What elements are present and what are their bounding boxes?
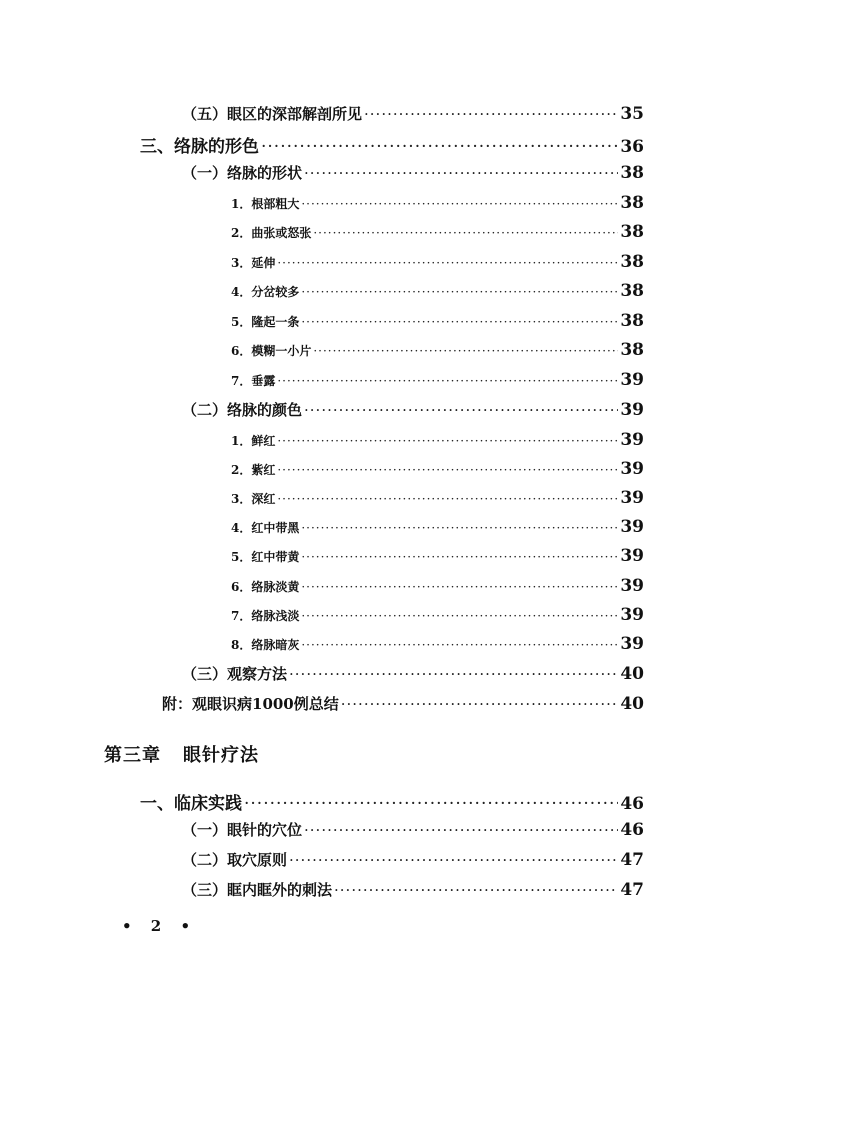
toc-entry-label: 8．络脉暗灰 — [231, 638, 300, 652]
toc-entry-label: 3．延伸 — [231, 256, 276, 270]
toc-entry-page: 38 — [620, 252, 644, 272]
toc-entry-label: 2．曲张或怒张 — [231, 226, 312, 240]
toc-entry-label: （一）眼针的穴位 — [182, 821, 303, 839]
toc-entry-page: 38 — [620, 222, 644, 242]
leader-dots — [301, 285, 618, 299]
leader-dots — [364, 105, 618, 123]
toc-entry-page: 40 — [620, 694, 644, 714]
toc-entry — [231, 605, 644, 625]
toc-entry-page: 47 — [620, 850, 644, 870]
toc-entry-label: （三）观察方法 — [182, 665, 288, 683]
leader-dots — [301, 609, 618, 623]
toc-entry — [182, 879, 644, 900]
toc-entry-page: 39 — [620, 430, 644, 450]
leader-dots — [277, 492, 618, 506]
chapter-title: 眼针疗法 — [183, 745, 259, 766]
toc-entry — [231, 222, 644, 242]
toc-entry — [182, 849, 644, 870]
toc-entry-label: 5．红中带黄 — [231, 550, 300, 564]
leader-dots — [301, 550, 618, 564]
toc-entry-label: 附：观眼识病1000例总结 — [162, 695, 339, 713]
toc-entry-page: 36 — [620, 137, 644, 157]
toc-entry-label: 2．紫红 — [231, 463, 276, 477]
toc-entry-label: （二）取穴原则 — [182, 851, 288, 869]
toc-entry-page: 35 — [620, 104, 644, 124]
leader-dots — [301, 197, 618, 211]
leader-dots — [277, 374, 618, 388]
page-number-footer: • 2 • — [122, 917, 191, 935]
leader-dots — [304, 821, 618, 839]
toc-entry-label: 三、络脉的形色 — [140, 137, 259, 157]
toc-entry-page: 38 — [620, 281, 644, 301]
toc-entry — [182, 103, 644, 124]
toc-entry-page: 38 — [620, 163, 644, 183]
toc-entry-label: 5．隆起一条 — [231, 315, 300, 329]
leader-dots — [301, 521, 618, 535]
toc-entry — [231, 311, 644, 331]
toc-entry — [182, 162, 644, 183]
toc-entry-label: 7．络脉浅淡 — [231, 609, 300, 623]
leader-dots — [277, 434, 618, 448]
toc-entry-label: 4．分岔较多 — [231, 285, 300, 299]
toc-entry-page: 47 — [620, 880, 644, 900]
leader-dots — [289, 851, 618, 869]
toc-entry-label: （五）眼区的深部解剖所见 — [182, 105, 363, 123]
toc-entry-page: 40 — [620, 664, 644, 684]
toc-entry — [162, 693, 644, 714]
toc-entry-page: 39 — [620, 517, 644, 537]
toc-entry — [231, 459, 644, 479]
toc-entry-label: 6．模糊一小片 — [231, 344, 312, 358]
toc-entry — [140, 132, 644, 157]
toc-entry-page: 39 — [620, 634, 644, 654]
toc-entry-page: 39 — [620, 370, 644, 390]
leader-dots — [341, 695, 619, 713]
toc-entry — [140, 789, 644, 814]
toc-entry-page: 39 — [620, 488, 644, 508]
toc-entry-label: 一、临床实践 — [140, 794, 242, 814]
toc-entry-page: 38 — [620, 193, 644, 213]
toc-entry — [182, 399, 644, 420]
leader-dots — [301, 638, 618, 652]
leader-dots — [301, 315, 618, 329]
toc-entry — [231, 430, 644, 450]
toc-entry-page: 38 — [620, 340, 644, 360]
toc-entry — [231, 252, 644, 272]
toc-entry-page: 38 — [620, 311, 644, 331]
leader-dots — [304, 401, 618, 419]
toc-entry-label: 7．垂露 — [231, 374, 276, 388]
leader-dots — [277, 463, 618, 477]
toc-entry — [182, 663, 644, 684]
toc-entry-label: 4．红中带黑 — [231, 521, 300, 535]
leader-dots — [244, 794, 618, 814]
leader-dots — [313, 344, 618, 358]
leader-dots — [301, 580, 618, 594]
toc-entry — [231, 281, 644, 301]
toc-entry-label: （一）络脉的形状 — [182, 164, 303, 182]
toc-entry-page: 39 — [620, 576, 644, 596]
toc-entry — [231, 193, 644, 213]
toc-entry-page: 46 — [620, 794, 644, 814]
toc-entry-label: 1．鲜红 — [231, 434, 276, 448]
leader-dots — [289, 665, 618, 683]
leader-dots — [334, 881, 618, 899]
toc-entry-page: 39 — [620, 459, 644, 479]
toc-entry-label: 6．络脉淡黄 — [231, 580, 300, 594]
toc-entry — [231, 576, 644, 596]
toc-entry-label: 1．根部粗大 — [231, 197, 300, 211]
toc-entry-label: 3．深红 — [231, 492, 276, 506]
leader-dots — [313, 226, 618, 240]
toc-entry-label: （三）眶内眶外的刺法 — [182, 881, 333, 899]
leader-dots — [304, 164, 618, 182]
leader-dots — [261, 137, 618, 157]
toc-entry-page: 46 — [620, 820, 644, 840]
toc-entry — [231, 488, 644, 508]
toc-entry-label: （二）络脉的颜色 — [182, 401, 303, 419]
toc-entry-page: 39 — [620, 546, 644, 566]
toc-entry — [231, 517, 644, 537]
leader-dots — [277, 256, 618, 270]
toc-entry-page: 39 — [620, 605, 644, 625]
toc-entry — [231, 370, 644, 390]
toc-entry — [231, 546, 644, 566]
chapter-number: 第三章 — [104, 745, 161, 766]
toc-entry — [231, 340, 644, 360]
chapter-heading — [104, 741, 259, 767]
toc-entry — [231, 634, 644, 654]
toc-entry — [182, 819, 644, 840]
toc-entry-page: 39 — [620, 400, 644, 420]
